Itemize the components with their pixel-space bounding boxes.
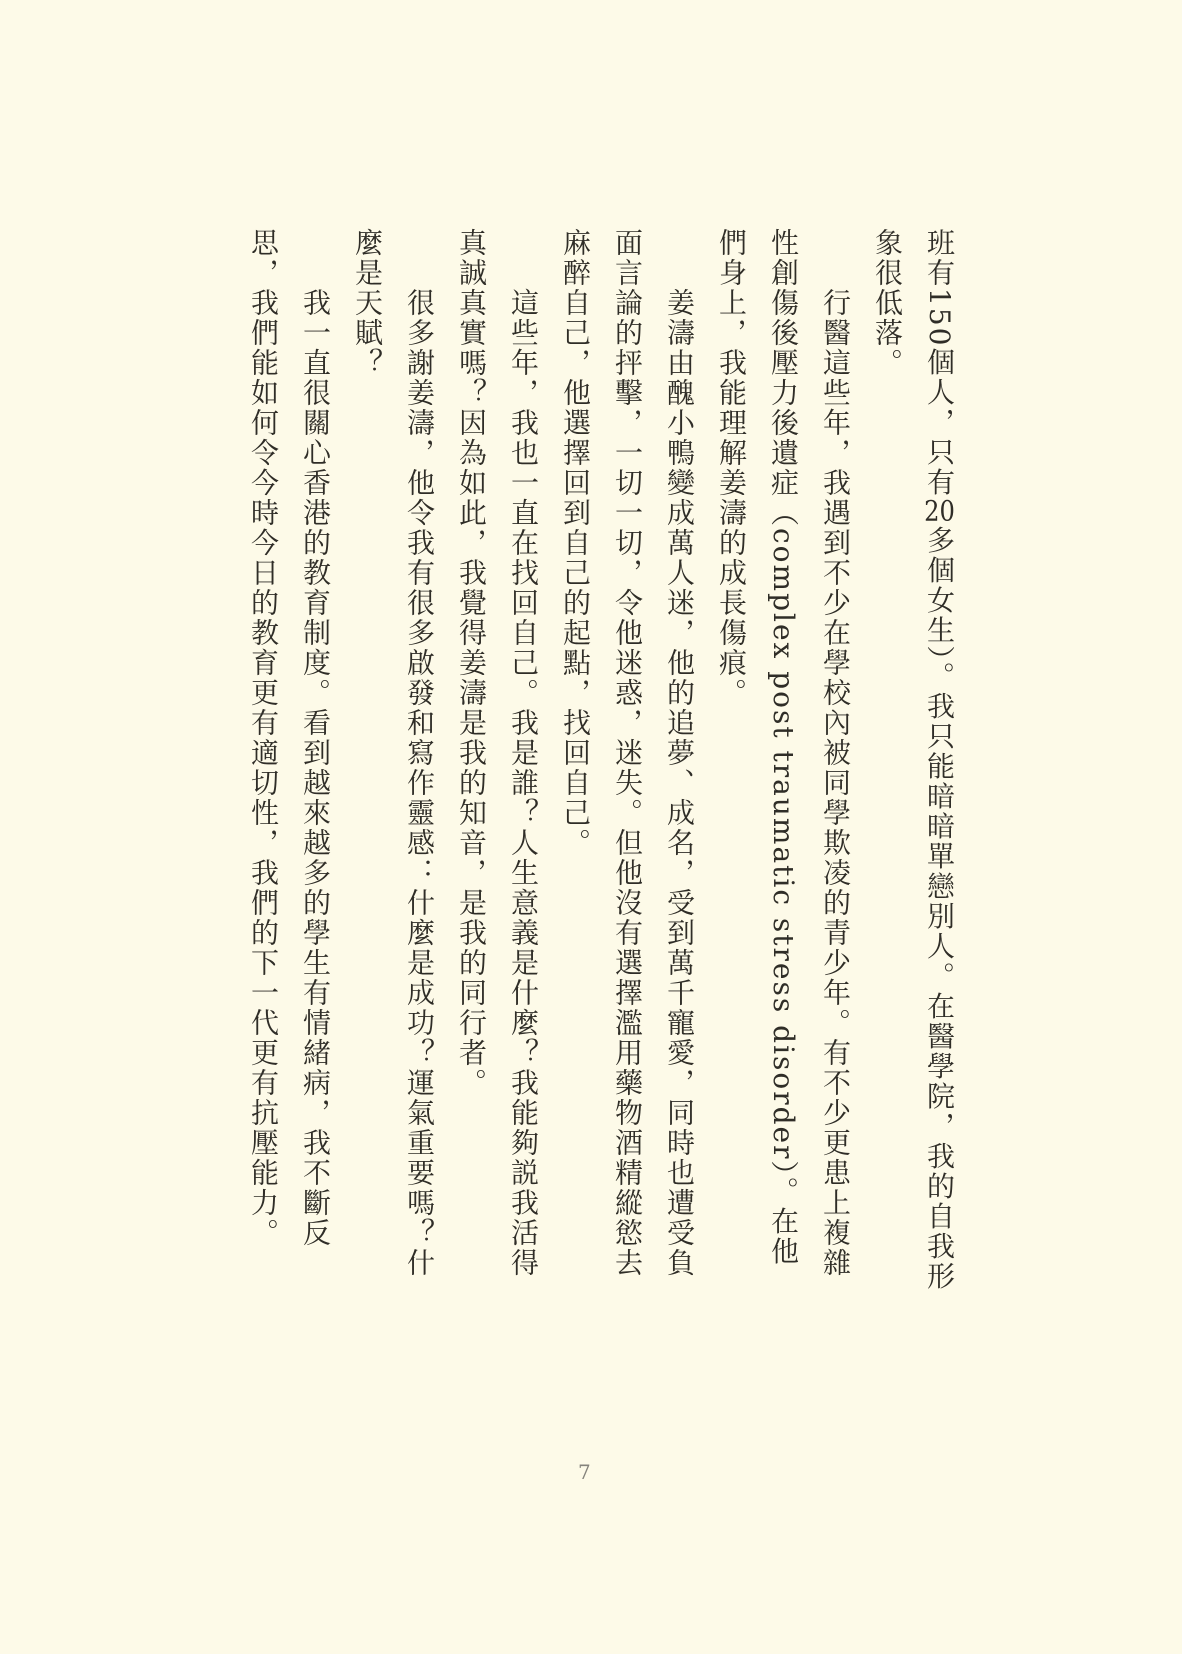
paragraph-6: 我一直很關心香港的教育制度。看到越來越多的學生有情緒病，我不斷反思，我們能如何令今時今日的教育更有適切性，我們的下一代更有抗壓能力。 bbox=[247, 228, 332, 1248]
paragraph-3: 姜濤由醜小鴨變成萬人迷，他的追夢、成名，受到萬千寵愛，同時也遭受負面言論的抨擊，一切一切，令他迷惑，迷失。但他沒有選擇濫用藥物酒精縱慾去麻醉自己，他選擇回到自己的起點，找回自己。 bbox=[559, 228, 696, 1278]
paragraph-2: 行醫這些年，我遇到不少在學校內被同學欺凌的青少年。有不少更患上複雜性創傷後壓力後遺症（complex post traumatic stress disorder）。在他們身上，我能理解姜濤的成長傷痕。 bbox=[715, 228, 852, 1278]
paragraph-4: 這些年，我也一直在找回自己。我是誰？人生意義是什麼？我能夠説我活得真誠真實嗎？因為如此，我覺得姜濤是我的知音，是我的同行者。 bbox=[455, 228, 540, 1278]
paragraph-1: 班有150個人，只有20多個女生）。我只能暗暗單戀別人。在醫學院，我的自我形象很低落。 bbox=[871, 228, 956, 1292]
two-digit-number: 20 bbox=[924, 497, 955, 526]
page-number: 7 bbox=[578, 1460, 591, 1484]
paragraph-5: 很多謝姜濤，他令我有很多啟發和寫作靈感：什麼是成功？運氣重要嗎？什麼是天賦？ bbox=[351, 228, 436, 1278]
vertical-text-block bbox=[237, 228, 965, 1296]
